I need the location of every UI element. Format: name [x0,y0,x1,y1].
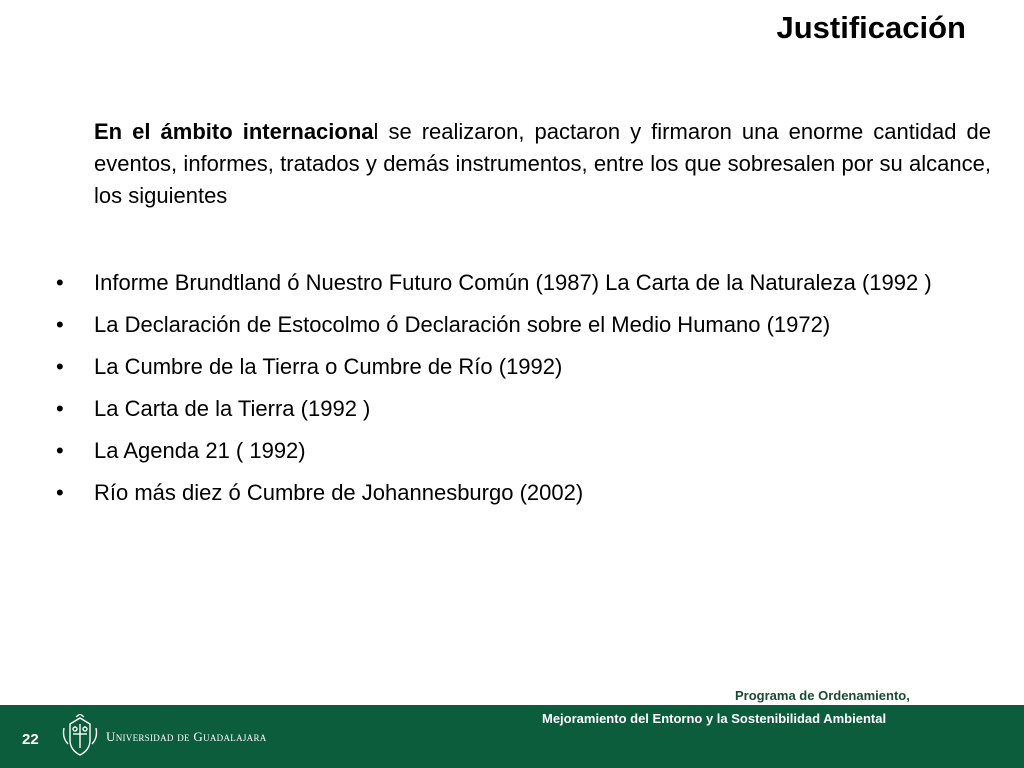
list-item [52,477,991,509]
intro-bold-text: En el ámbito internaciona [94,119,374,144]
intro-text: l se realizaron, pactaron y firmaron una enorme cantidad de eventos, informes, tratados y demás instrumentos, entre los que sobresalen por su alcance, los siguientes [94,119,991,208]
list-item [52,309,991,341]
list-item-text: La Agenda 21 ( 1992) [94,438,306,463]
slide-title: Justificación [776,10,966,45]
list-item [52,267,991,299]
list-item [52,435,991,467]
bullet-icon: • [56,270,64,295]
program-title-line2: Mejoramiento del Entorno y la Sostenibilidad Ambiental [542,711,887,726]
list-item-text: Río más diez ó Cumbre de Johannesburgo (2002) [94,480,584,505]
list-item [52,393,991,425]
bullet-icon: • [56,438,64,463]
university-name: Universidad de Guadalajara [106,729,267,744]
list-item-text: La Carta de la Tierra (1992 ) [94,396,371,421]
list-item-text: La Declaración de Estocolmo ó Declaración sobre el Medio Humano (1972) [94,312,831,337]
program-title-line1: Programa de Ordenamiento, [735,688,910,703]
bullet-icon: • [56,312,64,337]
page-number: 22 [22,731,39,748]
list-item [52,351,991,383]
bullet-list [52,267,991,519]
bullet-icon: • [56,396,64,421]
bullet-icon: • [56,480,64,505]
list-item-text: Informe Brundtland ó Nuestro Futuro Común (1987) La Carta de la Naturaleza (1992 ) [94,270,932,295]
list-item-text: La Cumbre de la Tierra o Cumbre de Río (1992) [94,354,563,379]
bullet-icon: • [56,354,64,379]
intro-paragraph [94,116,991,212]
university-crest-icon [62,714,98,758]
